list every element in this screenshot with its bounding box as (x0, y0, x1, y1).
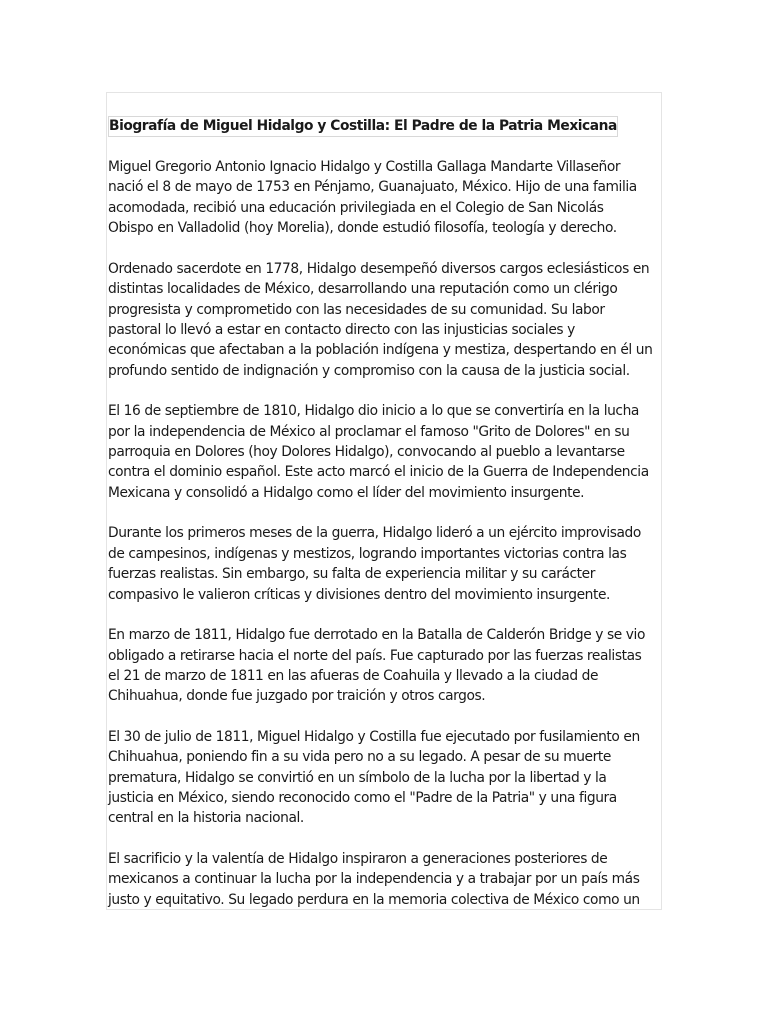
paragraph-line: obligado a retirarse hacia el norte del país. Fue capturado por las fuerzas realistas (108, 647, 642, 664)
paragraph-line: El 16 de septiembre de 1810, Hidalgo dio inicio a lo que se convertiría en la lucha (108, 403, 639, 420)
paragraph-line: En marzo de 1811, Hidalgo fue derrotado en la Batalla de Calderón Bridge y se vio (108, 627, 645, 644)
paragraph-line: profundo sentido de indignación y compromiso con la causa de la justicia social. (108, 362, 630, 379)
paragraph (108, 523, 660, 605)
paragraph-line: Chihuahua, poniendo fin a su vida pero no a su legado. A pesar de su muerte (108, 749, 611, 766)
paragraph-line: contra el dominio español. Este acto marcó el inicio de la Guerra de Independencia (108, 464, 649, 481)
paragraph-line: el 21 de marzo de 1811 en las afueras de Coahuila y llevado a la ciudad de (108, 667, 599, 684)
paragraph-line: prematura, Hidalgo se convirtió en un símbolo de la lucha por la libertad y la (108, 769, 607, 786)
paragraph (108, 727, 660, 829)
paragraph-line: progresista y comprometido con las necesidades de su comunidad. Su labor (108, 301, 605, 318)
paragraph-line: económicas que afectaban a la población indígena y mestiza, despertando en él un (108, 342, 653, 359)
paragraph-line: parroquia en Dolores (hoy Dolores Hidalgo), convocando al pueblo a levantarse (108, 444, 625, 461)
paragraph (108, 401, 660, 503)
paragraph-line: Mexicana y consolidó a Hidalgo como el líder del movimiento insurgente. (108, 484, 585, 501)
paragraph-line: Miguel Gregorio Antonio Ignacio Hidalgo y Costilla Gallaga Mandarte Villaseñor (108, 159, 621, 175)
paragraph-line: Ordenado sacerdote en 1778, Hidalgo desempeñó diversos cargos eclesiásticos en (108, 260, 650, 277)
paragraph (108, 157, 660, 239)
paragraph-list (108, 157, 660, 910)
paragraph-line: Chihuahua, donde fue juzgado por traición y otros cargos. (108, 688, 486, 705)
paragraph-line: por la independencia de México al proclamar el famoso "Grito de Dolores" en su (108, 423, 630, 440)
paragraph (108, 259, 660, 381)
paragraph-line: mexicanos a continuar la lucha por la independencia y a trabajar por un país más (108, 871, 640, 888)
paragraph-line: distintas localidades de México, desarrollando una reputación como un clérigo (108, 281, 618, 298)
paragraph-line: justo y equitativo. Su legado perdura en la memoria colectiva de México como un (108, 891, 640, 908)
document-content (108, 115, 660, 910)
paragraph-line: justicia en México, siendo reconocido como el "Padre de la Patria" y una figura (108, 790, 617, 807)
paragraph-line: fuerzas realistas. Sin embargo, su falta de experiencia militar y su carácter (108, 566, 595, 583)
paragraph (108, 625, 660, 707)
paragraph-line: acomodada, recibió una educación privilegiada en el Colegio de San Nicolás (108, 199, 604, 216)
document-page (106, 92, 662, 910)
paragraph-line: nació el 8 de mayo de 1753 en Pénjamo, Guanajuato, México. Hijo de una familia (108, 179, 637, 196)
paragraph-line: central en la historia nacional. (108, 810, 304, 827)
paragraph-line: compasivo le valieron críticas y divisiones dentro del movimiento insurgente. (108, 586, 611, 603)
paragraph (108, 849, 660, 910)
paragraph-line: El 30 de julio de 1811, Miguel Hidalgo y Costilla fue ejecutado por fusilamiento en (108, 728, 640, 745)
paragraph-line: Durante los primeros meses de la guerra, Hidalgo lideró a un ejército improvisado (108, 525, 641, 542)
document-title: Biografía de Miguel Hidalgo y Costilla: El Padre de la Patria Mexicana (108, 116, 618, 137)
paragraph-line: pastoral lo llevó a estar en contacto directo con las injusticias sociales y (108, 321, 575, 338)
paragraph-line: Obispo en Valladolid (hoy Morelia), donde estudió filosofía, teología y derecho. (108, 220, 617, 237)
paragraph-line: de campesinos, indígenas y mestizos, logrando importantes victorias contra las (108, 545, 627, 562)
paragraph-line: El sacrificio y la valentía de Hidalgo inspiraron a generaciones posteriores de (108, 851, 608, 868)
